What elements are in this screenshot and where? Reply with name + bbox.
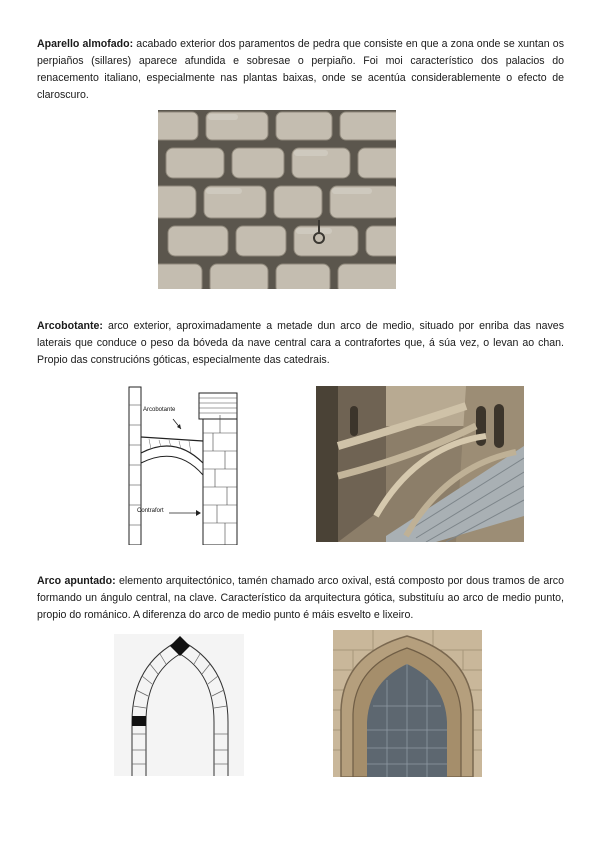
buttress-label: Contrafort (137, 508, 164, 514)
definition-paragraph-rusticated-masonry (37, 36, 564, 104)
pointed-arch-photo (333, 630, 482, 777)
flying-buttress-diagram (125, 385, 243, 545)
definition-text: acabado exterior dos paramentos de pedra que consiste en que a zona onde se xuntan os perpiaños (sillares) aparece afundida e sobresae o perpiaño. Foi moi característico dos palacios do renacemento italiano, especialmente nas plantas baixas, onde se acentúa considerablemente o efecto de claroscuro. (37, 38, 564, 101)
definition-paragraph-flying-buttress (37, 318, 564, 369)
flying-buttress-photo (316, 386, 524, 542)
rusticated-masonry-photo (158, 110, 396, 289)
pointed-arch-diagram (114, 634, 244, 776)
term-heading: Arco apuntado: (37, 575, 116, 587)
definition-text: elemento arquitectónico, tamén chamado arco oxival, está composto por dous tramos de arco formando un ángulo central, na clave. Característico da arquitectura gótica, substituíu ao arco de medio punto, propio do románico. A diferenza do arco de medio punto é máis esvelto e lixeiro. (37, 575, 564, 621)
term-heading: Aparello almofado: (37, 38, 134, 50)
definition-text: arco exterior, aproximadamente a metade dun arco de medio, situado por enriba das naves laterais que conduce o peso da bóveda da nave central cara a contrafortes que, á súa vez, o levan ao chan. Propio das construcións góticas, especialmente das catedrais. (37, 320, 564, 366)
flying-buttress-label: Arcobotante (143, 407, 176, 413)
definition-paragraph-pointed-arch (37, 573, 564, 624)
term-heading: Arcobotante: (37, 320, 103, 332)
